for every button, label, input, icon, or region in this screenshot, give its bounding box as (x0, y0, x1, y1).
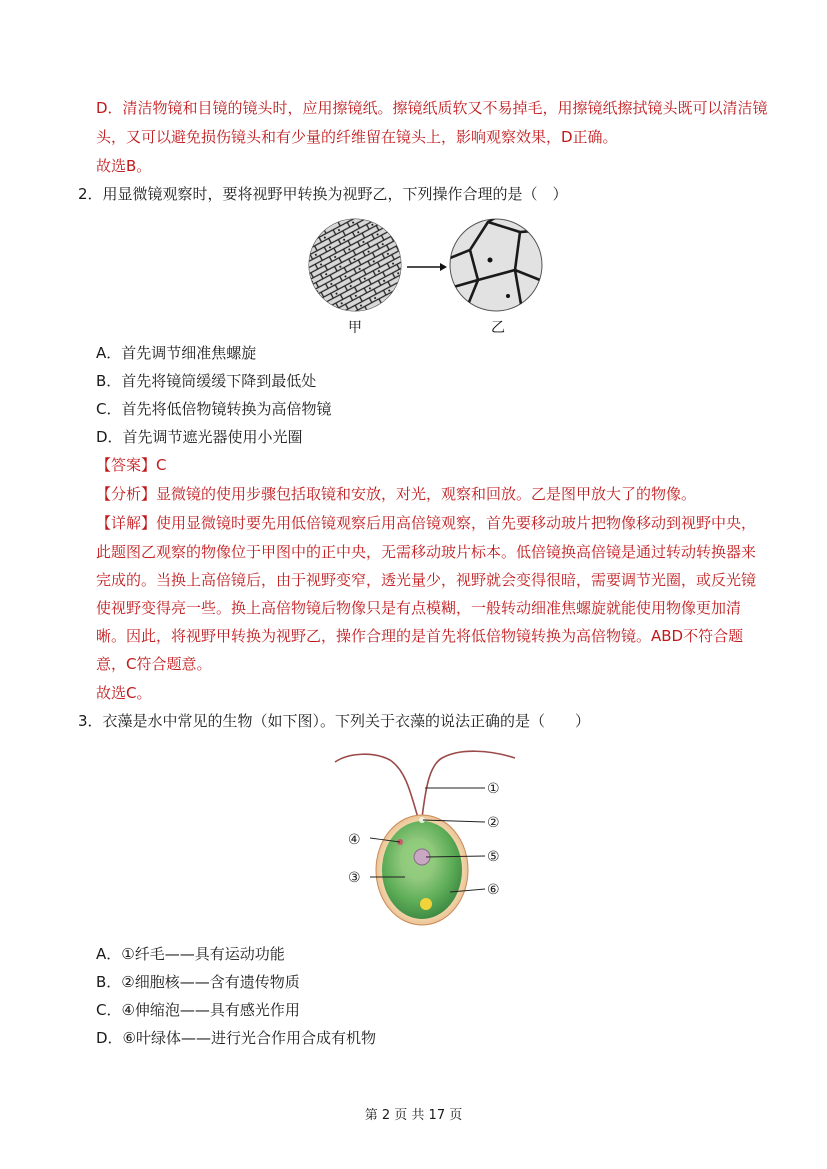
label-6: ⑥ (487, 882, 500, 898)
field-jia (309, 219, 401, 311)
q2-option-a: A．首先调节细准焦螺旋 (96, 344, 257, 362)
label-5: ⑤ (487, 849, 500, 865)
q2-detail-line2: 此题图乙观察的物像位于甲图中的正中央，无需移动玻片标本。低倍镜换高倍镜是通过转动转换器来 (96, 543, 757, 561)
chlamydomonas-figure (330, 740, 520, 930)
q2-analysis (96, 484, 696, 504)
q2-detail-line4: 使视野变得亮一些。换上高倍物镜后物像只是有点模糊，一般转动细准焦螺旋就能使用物像更加清 (96, 599, 742, 617)
q3-option-a: A．①纤毛——具有运动功能 (96, 945, 285, 963)
answer-tag: 【答案】 (96, 456, 157, 474)
q2-detail-line1 (96, 513, 756, 533)
flagella (335, 754, 418, 818)
label-2: ② (487, 815, 500, 831)
page-footer: 第 2 页 共 17 页 (364, 1108, 463, 1123)
label-3: ③ (348, 870, 361, 886)
q2-option-c: C．首先将低倍物镜转换为高倍物镜 (96, 400, 332, 418)
q3-option-d: D．⑥叶绿体——进行光合作用合成有机物 (96, 1029, 376, 1047)
q2-answer (96, 455, 167, 475)
q1-conclusion: 故选B。 (96, 157, 152, 175)
q2-detail-line5: 晰。因此，将视野甲转换为视野乙，操作合理的是首先将低倍物镜转换为高倍物镜。ABD不符合题 (96, 627, 744, 645)
q1-option-d-line1: D．清洁物镜和目镜的镜头时，应用擦镜纸。擦镜纸质软又不易掉毛，用擦镜纸擦拭镜头既可以清洁镜 (96, 99, 768, 117)
label-yi: 乙 (491, 320, 505, 336)
analysis-tag: 【分析】 (96, 485, 157, 503)
q3-stem: 3．衣藻是水中常见的生物（如下图）。下列关于衣藻的说法正确的是（ ） (78, 712, 591, 730)
q2-option-d: D．首先调节遮光器使用小光圈 (96, 428, 303, 446)
q2-detail-line6: 意，C符合题意。 (96, 655, 212, 673)
q2-conclusion: 故选C。 (96, 684, 152, 702)
q2-detail-line3: 完成的。当换上高倍镜后，由于视野变窄，透光量少，视野就会变得很暗，需要调节光圈，或反光镜 (96, 571, 757, 589)
label-1: ① (487, 781, 500, 797)
field-yi (450, 215, 545, 312)
answer-value: C (156, 456, 167, 474)
q3-option-c: C．④伸缩泡——具有感光作用 (96, 1001, 300, 1019)
label-4: ④ (348, 832, 361, 848)
arrow-icon (407, 263, 447, 271)
label-jia: 甲 (348, 320, 362, 336)
microscope-fields-figure (300, 210, 550, 340)
q2-option-b: B．首先将镜筒缓缓下降到最低处 (96, 372, 317, 390)
q1-option-d-line2: 头，又可以避免损伤镜头和有少量的纤维留在镜头上，影响观察效果，D正确。 (96, 128, 618, 146)
detail-tag: 【详解】 (96, 514, 157, 532)
analysis-text: 显微镜的使用步骤包括取镜和安放，对光，观察和回放。乙是图甲放大了的物像。 (156, 485, 697, 503)
detail-text-1: 使用显微镜时要先用低倍镜观察后用高倍镜观察，首先要移动玻片把物像移动到视野中央， (156, 514, 757, 532)
q2-stem: 2．用显微镜观察时，要将视野甲转换为视野乙，下列操作合理的是（ ） (78, 185, 568, 203)
q3-option-b: B．②细胞核——含有遗传物质 (96, 973, 300, 991)
